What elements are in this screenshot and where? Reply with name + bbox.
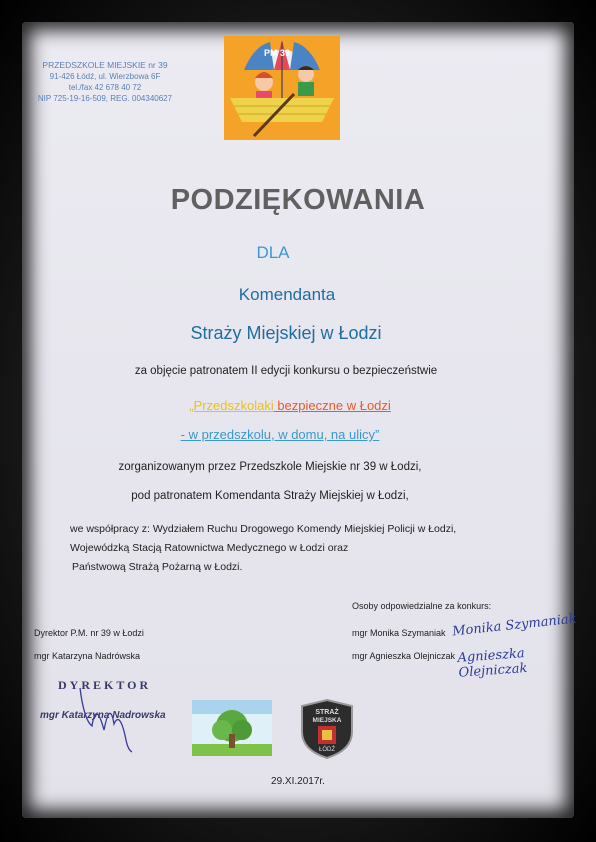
logo-umbrella-text: PM 39 [264, 48, 291, 58]
signature-1: Monika Szymaniak [451, 611, 578, 640]
header-line-3: tel./fax 42 678 40 72 [68, 83, 142, 92]
responsible-person-2: mgr Agnieszka Olejniczak [352, 651, 456, 661]
responsible-heading: Osoby odpowiedzialne za konkurs: [352, 601, 492, 611]
project-title-line-1 [0, 398, 580, 413]
signature-2: Agnieszka Olejniczak [457, 646, 528, 681]
recipient-line-2: Straży Miejskiej w Łodzi [190, 323, 382, 343]
responsible-person-1: mgr Monika Szymaniak [352, 628, 446, 638]
director-signature-scribble [70, 680, 150, 760]
cooperation-line-3: Państwową Strażą Pożarną w Łodzi. [72, 561, 243, 573]
organized-text: zorganizowanym przez Przedszkole Miejskie nr 39 w Łodzi, [118, 461, 422, 473]
header-line-1: PRZEDSZKOLE MIEJSKIE nr 39 [42, 60, 168, 70]
project-title-line-2: - w przedszkolu, w domu, na ulicy” [180, 427, 380, 442]
director-stamp-name: mgr Katarzyna Nadrowska [40, 710, 166, 721]
badge-text-bottom: ŁÓDŹ [318, 747, 336, 753]
certificate-title: PODZIĘKOWANIA [170, 184, 426, 216]
header-line-4: NIP 725-19-16-509, REG. 004340627 [37, 94, 173, 103]
director-stamp-title: DYREKTOR [58, 678, 152, 692]
preschool-logo-icon [224, 36, 340, 140]
certificate-date: 29.XI.2017r. [271, 776, 325, 787]
city-guard-badge-icon [298, 698, 356, 760]
header-line-2: 91-426 Łódź, ul. Wierzbowa 6F [49, 72, 161, 81]
director-title: Dyrektor P.M. nr 39 w Łodzi [34, 628, 144, 638]
dla-label: DLA [256, 243, 290, 262]
green-tree-logo-icon [192, 700, 272, 756]
project-title-part-a: „Przedszkolaki [189, 398, 274, 413]
school-header [30, 60, 180, 104]
patronage-text: pod patronatem Komendanta Straży Miejskiej w Łodzi, [131, 490, 409, 502]
project-title-part-b: bezpieczne w Łodzi [273, 398, 391, 413]
cooperation-block [70, 520, 456, 577]
director-name: mgr Katarzyna Nadrówska [34, 651, 141, 661]
recipient-line-1: Komendanta [238, 285, 336, 304]
badge-text-middle: MIEJSKA [312, 717, 342, 724]
badge-text-top: STRAŻ [315, 709, 339, 716]
cooperation-line-2: Wojewódzką Stacją Ratownictwa Medycznego w Łodzi oraz [70, 542, 349, 554]
reason-text: za objęcie patronatem II edycji konkursu o bezpieczeństwie [134, 365, 438, 377]
cooperation-line-1: we współpracy z: Wydziałem Ruchu Drogowego Komendy Miejskiej Policji w Łodzi, [70, 523, 457, 535]
